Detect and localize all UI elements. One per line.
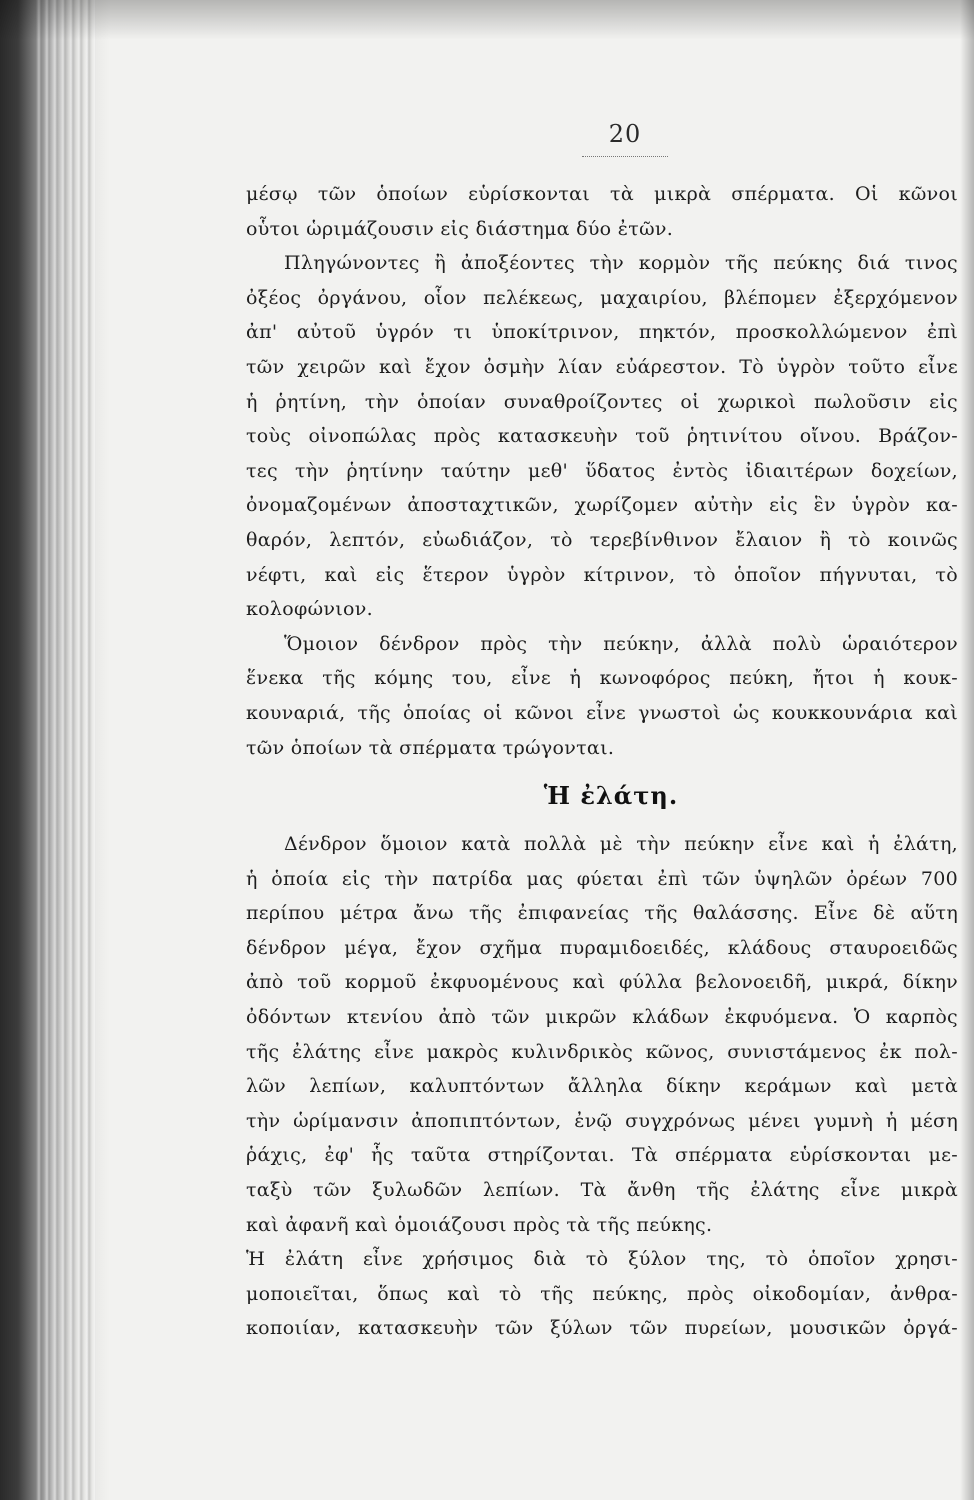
page-edges (36, 0, 96, 1500)
text-line: ἕνεκα τῆς κόμης του, εἶνε ἡ κωνοφόρος πεύκη, ἤτοι ἡ κουκ- (246, 667, 958, 690)
text-line: ὀνομαζομένων ἀποσταχτικῶν, χωρίζομεν αὐτὴν εἰς ἓν ὑγρὸν κα- (246, 494, 958, 517)
text-line: ῥάχις, ἐφ' ἧς ταῦτα στηρίζονται. Τὰ σπέρματα εὑρίσκονται με- (246, 1144, 958, 1167)
text-line: οὗτοι ὡριμάζουσιν εἰς διάστημα δύο ἐτῶν. (246, 217, 674, 240)
text-line: τῶν χειρῶν καὶ ἔχον ὀσμὴν λίαν εὐάρεστον. Τὸ ὑγρὸν τοῦτο εἶνε (246, 355, 958, 378)
text-line: ἡ ῥητίνη, τὴν ὁποίαν συναθροίζοντες οἱ χωρικοὶ πωλοῦσιν εἰς (246, 390, 958, 413)
text-line: τὴν ὡρίμανσιν ἀποπιπτόντων, ἐνῷ συγχρόνως μένει γυμνὴ ἡ μέση (246, 1109, 958, 1132)
text-line: Πληγώνοντες ἢ ἀποξέοντες τὴν κορμὸν τῆς πεύκης διά τινος (284, 252, 958, 275)
text-line: Δένδρον ὅμοιον κατὰ πολλὰ μὲ τὴν πεύκην εἶνε καὶ ἡ ἐλάτη, (284, 833, 958, 856)
text-line: τοὺς οἰνοπώλας πρὸς κατασκευὴν τοῦ ῥητινίτου οἴνου. Βράζον- (246, 425, 958, 448)
text-line: Ἡ ἐλάτη εἶνε χρήσιμος διὰ τὸ ξύλον της, τὸ ὁποῖον χρησι- (246, 1248, 958, 1271)
text-line: ὀδόντων κτενίου ἀπὸ τῶν μικρῶν κλάδων ἐκφυόμενα. Ὁ καρπὸς (246, 1006, 958, 1029)
section-heading: Ἡ ἐλάτη. (543, 781, 679, 811)
text-line: ἀπ' αὐτοῦ ὑγρόν τι ὑποκίτρινον, πηκτόν, προσκολλώμενον ἐπὶ (246, 321, 958, 344)
text-line: κολοφώνιον. (246, 598, 373, 621)
text-line: κουναριά, τῆς ὁποίας οἱ κῶνοι εἶνε γνωστοὶ ὡς κουκκουνάρια καὶ (246, 701, 958, 724)
text-line: Ὅμοιον δένδρον πρὸς τὴν πεύκην, ἀλλὰ πολὺ ὡραιότερον (284, 632, 958, 655)
text-line: τῆς ἐλάτης εἶνε μακρὸς κυλινδρικὸς κῶνος, συνιστάμενος ἐκ πολ- (246, 1040, 958, 1063)
top-shadow (0, 0, 974, 40)
body-text (246, 177, 958, 1346)
text-line: δένδρον μέγα, ἔχον σχῆμα πυραμιδοειδές, κλάδους σταυροειδῶς (246, 936, 958, 959)
text-line: θαρόν, λεπτόν, εὐωδιάζον, τὸ τερεβίνθινον ἔλαιον ἢ τὸ κοινῶς (246, 528, 958, 551)
text-line: λῶν λεπίων, καλυπτόντων ἄλληλα δίκην κεράμων καὶ μετὰ (246, 1075, 958, 1098)
text-line: τες τὴν ῥητίνην ταύτην μεθ' ὕδατος ἐντὸς ἰδιαιτέρων δοχείων, (246, 459, 958, 482)
page-number: 20 (608, 120, 642, 148)
text-line: ἀπὸ τοῦ κορμοῦ ἐκφυομένους καὶ φύλλα βελονοειδῆ, μικρά, δίκην (246, 971, 958, 994)
page-number-rule (582, 156, 668, 157)
text-line: μέσῳ τῶν ὁποίων εὑρίσκονται τὰ μικρὰ σπέρματα. Οἱ κῶνοι (246, 183, 958, 205)
text-line: μοποιεῖται, ὅπως καὶ τὸ τῆς πεύκης, πρὸς οἰκοδομίαν, ἀνθρα- (246, 1282, 958, 1305)
text-line: ὀξέος ὀργάνου, οἷον πελέκεως, μαχαιρίου, βλέπομεν ἐξερχόμενον (246, 286, 958, 309)
text-line: περίπου μέτρα ἄνω τῆς ἐπιφανείας τῆς θαλάσσης. Εἶνε δὲ αὕτη (246, 902, 958, 925)
text-line: καὶ ἀφανῆ καὶ ὁμοιάζουσι πρὸς τὰ τῆς πεύκης. (246, 1213, 713, 1236)
text-line: τῶν ὁποίων τὰ σπέρματα τρώγονται. (246, 736, 615, 759)
text-line: ταξὺ τῶν ξυλωδῶν λεπίων. Τὰ ἄνθη τῆς ἐλάτης εἶνε μικρὰ (246, 1179, 958, 1202)
text-line: ἡ ὁποία εἰς τὴν πατρίδα μας φύεται ἐπὶ τῶν ὑψηλῶν ὀρέων 700 (246, 867, 958, 890)
text-line: νέφτι, καὶ εἰς ἕτερον ὑγρὸν κίτρινον, τὸ ὁποῖον πήγνυται, τὸ (246, 563, 958, 586)
right-shadow (960, 0, 974, 1500)
text-line: κοποιίαν, κατασκευὴν τῶν ξύλων τῶν πυρείων, μουσικῶν ὀργά- (246, 1317, 958, 1340)
